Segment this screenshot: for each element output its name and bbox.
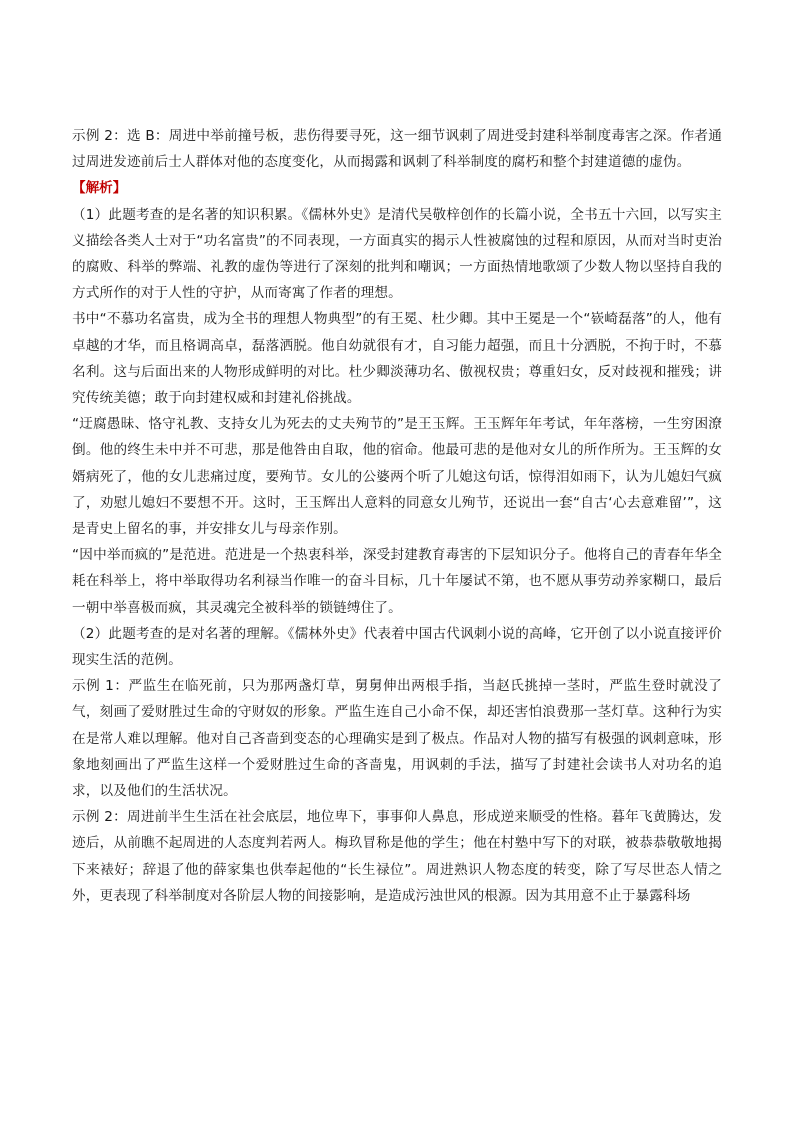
paragraph-example-2-answer: 示例 2：选 B：周进中举前撞号板，悲伤得要寻死，这一细节讽刺了周进受封建科举制度毒害之深。作者通过周进发迹前后士人群体对他的态度变化，从而揭露和讽刺了科举制度的腐朽和整个封建道德的虚伪。 <box>72 128 722 171</box>
analysis-heading: 【解析】 <box>72 180 127 197</box>
paragraph-example-2: 示例 2：周进前半生生活在社会底层，地位卑下，事事仰人鼻息，形成逆来顺受的性格。暮年飞黄腾达，发迹后，从前瞧不起周进的人态度判若两人。梅玖冒称是他的学生；他在村塾中写下的对联，被恭恭敬敬地揭下来裱好；辞退了他的薛家集也供奉起他的“长生禄位”。周进熟识人物态度的转变，除了写尽世态人情之外，更表现了科举制度对各阶层人物的间接影响，是造成污浊世风的根源。因为其用意不止于暴露科场 <box>72 809 722 904</box>
document-body <box>72 123 722 909</box>
paragraph-analysis-2: （2）此题考查的是对名著的理解。《儒林外史》代表着中国古代讽刺小说的高峰，它开创了以小说直接评价现实生活的范例。 <box>72 625 722 669</box>
paragraph-wang-yuhui: “迂腐愚昧、恪守礼教、支持女儿为死去的丈夫殉节的”是王玉辉。王玉辉年年考试，年年落榜，一生穷困潦倒。他的终生未中并不可悲，那是他咎由自取，他的宿命。他最可悲的是他对女儿的所作所为。王玉辉的女婿病死了，他的女儿悲痛过度，要殉节。女儿的公婆两个听了儿媳这句话，惊得泪如雨下，认为儿媳妇气疯了，劝慰儿媳妇不要想不开。这时，王玉辉出人意料的同意女儿殉节，还说出一套“自古‘心去意难留’”，这是青史上留名的事，并安排女儿与母亲作别。 <box>72 416 722 538</box>
paragraph-analysis-1: （1）此题考查的是名著的知识积累。《儒林外史》是清代吴敬梓创作的长篇小说，全书五十六回，以写实主义描绘各类人士对于“功名富贵”的不同表现，一方面真实的揭示人性被腐蚀的过程和原因，从而对当时吏治的腐败、科举的弊端、礼教的虚伪等进行了深刻的批判和嘲讽；一方面热情地歌颂了少数人物以坚持自我的方式所作的对于人性的守护，从而寄寓了作者的理想。 <box>72 206 722 302</box>
paragraph-fan-jin: “因中举而疯的”是范进。范进是一个热衷科举，深受封建教育毒害的下层知识分子。他将自己的青春年华全耗在科举上，将中举取得功名利禄当作唯一的奋斗目标，几十年屡试不第，也不愿从事劳动养家糊口，最后一朝中举喜极而疯，其灵魂完全被科举的锁链缚住了。 <box>72 547 722 616</box>
paragraph-ideal-characters: 书中“不慕功名富贵，成为全书的理想人物典型”的有王冕、杜少卿。其中王冕是一个“嵚崎磊落”的人，他有卓越的才华，而且格调高卓，磊落洒脱。他自幼就很有才，自习能力超强，而且十分洒脱，不拘于时，不慕名利。这与后面出来的人物形成鲜明的对比。杜少卿淡薄功名、傲视权贵；尊重妇女，反对歧视和摧残；讲究传统美德；敢于向封建权威和封建礼俗挑战。 <box>72 311 722 407</box>
paragraph-example-1: 示例 1：严监生在临死前，只为那两盏灯草，舅舅伸出两根手指，当赵氏挑掉一茎时，严监生登时就没了气，刻画了爱财胜过生命的守财奴的形象。严监生连自己小命不保，却还害怕浪费那一茎灯草。这种行为实在是常人难以理解。他对自己吝啬到变态的心理确实是到了极点。作品对人物的描写有极强的讽刺意味，形象地刻画出了严监生这样一个爱财胜过生命的吝啬鬼，用讽刺的手法，描写了封建社会读书人对功名的追求，以及他们的生活状况。 <box>72 678 722 800</box>
